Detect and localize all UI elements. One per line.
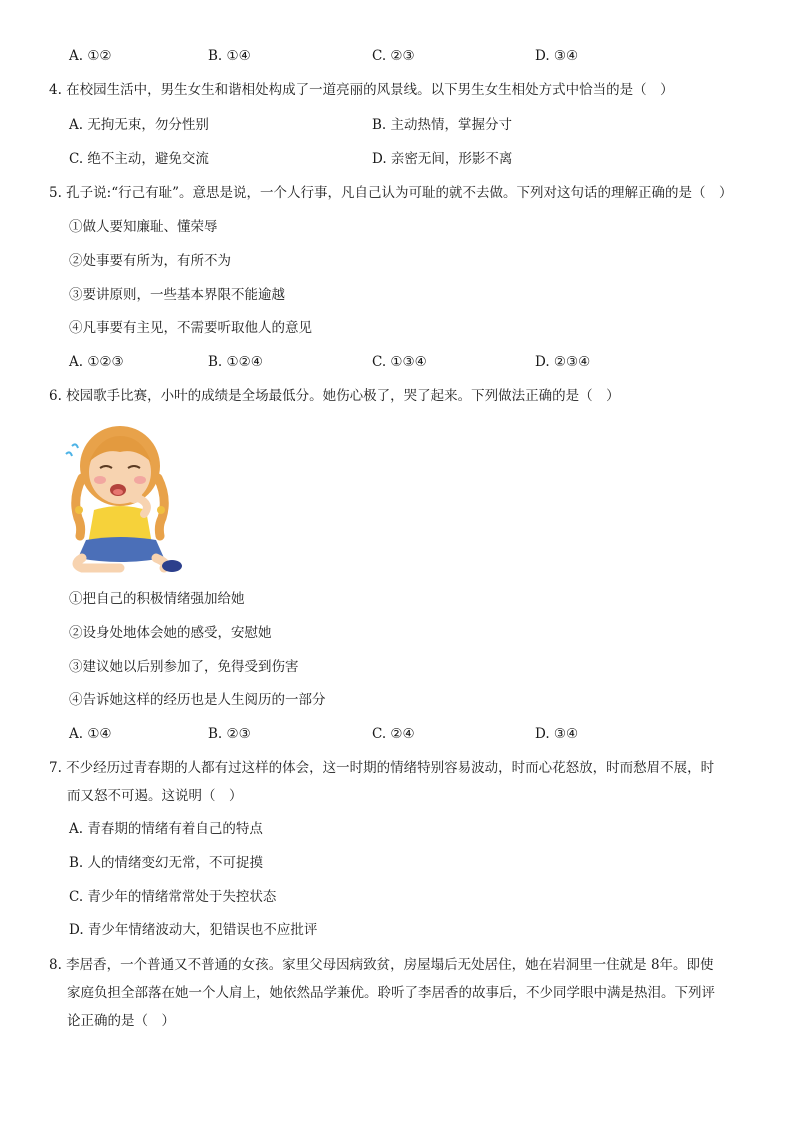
q7-option-b: B. 人的情绪变幻无常，不可捉摸: [69, 855, 264, 871]
q4-option-c: C. 绝不主动，避免交流: [69, 151, 209, 167]
q7-stem-line-1: 7. 不少经历过青春期的人都有过这样的体会，这一时期的情绪特别容易波动，时而心花怒放，时而愁眉不展，时: [49, 760, 715, 776]
q5-option-d: D. ②③④: [535, 354, 591, 370]
q6-item-3: ③建议她以后别参加了，免得受到伤害: [69, 659, 299, 675]
q8-stem-line-2: 家庭负担全部落在她一个人肩上，她依然品学兼优。聆听了李居香的故事后，不少同学眼中满是热泪。下列评: [67, 985, 715, 1001]
q3-option-b: B. ①④: [208, 48, 251, 64]
q6-item-2: ②设身处地体会她的感受，安慰她: [69, 625, 272, 641]
q7-stem-line-2: 而又怒不可遏。这说明（ ）: [67, 788, 243, 804]
q5-item-2: ②处事要有所为，有所不为: [69, 253, 231, 269]
q5-option-a: A. ①②③: [69, 354, 124, 370]
q6-item-4: ④告诉她这样的经历也是人生阅历的一部分: [69, 692, 326, 708]
q3-option-c: C. ②③: [372, 48, 415, 64]
q6-option-b: B. ②③: [208, 726, 251, 742]
q5-stem: 5. 孔子说:“行己有耻”。意思是说，一个人行事，凡自己认为可耻的就不去做。下列对这句话的理解正确的是（ ）: [49, 185, 733, 201]
q5-item-4: ④凡事要有主见，不需要听取他人的意见: [69, 320, 312, 336]
q7-option-a: A. 青春期的情绪有着自己的特点: [69, 821, 263, 837]
q5-item-1: ①做人要知廉耻、懂荣辱: [69, 219, 218, 235]
q6-option-c: C. ②④: [372, 726, 415, 742]
q4-stem: 4. 在校园生活中，男生女生和谐相处构成了一道亮丽的风景线。以下男生女生相处方式中恰当的是（ ）: [49, 82, 674, 98]
q4-option-a: A. 无拘无束，勿分性别: [69, 117, 209, 133]
q6-option-a: A. ①④: [69, 726, 112, 742]
q8-stem-line-3: 论正确的是（ ）: [67, 1013, 175, 1029]
q5-option-b: B. ①②④: [208, 354, 263, 370]
q5-item-3: ③要讲原则，一些基本界限不能逾越: [69, 287, 285, 303]
q4-option-d: D. 亲密无间，形影不离: [372, 151, 513, 167]
q4-option-b: B. 主动热情，掌握分寸: [372, 117, 513, 133]
q7-option-c: C. 青少年的情绪常常处于失控状态: [69, 889, 277, 905]
q5-option-c: C. ①③④: [372, 354, 427, 370]
q3-option-d: D. ③④: [535, 48, 579, 64]
q7-option-d: D. 青少年情绪波动大，犯错误也不应批评: [69, 922, 318, 938]
q6-option-d: D. ③④: [535, 726, 579, 742]
crying-girl-illustration: [60, 418, 186, 576]
q6-item-1: ①把自己的积极情绪强加给她: [69, 591, 245, 607]
q6-stem: 6. 校园歌手比赛，小叶的成绩是全场最低分。她伤心极了，哭了起来。下列做法正确的是（ ）: [49, 388, 620, 404]
q8-stem-line-1: 8. 李居香，一个普通又不普通的女孩。家里父母因病致贫，房屋塌后无处居住，她在岩洞里一住就是 8年。即使: [49, 957, 714, 973]
q3-option-a: A. ①②: [69, 48, 112, 64]
